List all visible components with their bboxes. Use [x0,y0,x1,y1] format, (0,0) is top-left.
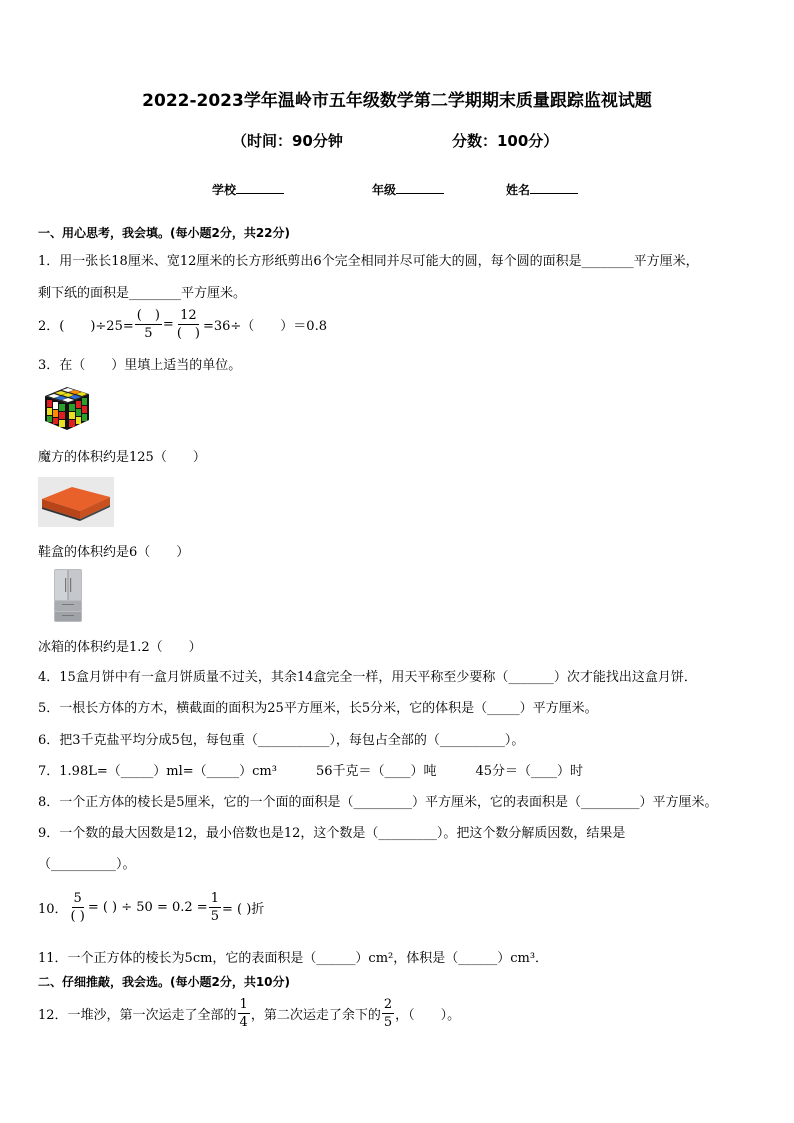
q10-f2-denominator: 5 [210,908,219,924]
q2-f1-numerator: ( ) [136,307,160,323]
section-1-heading: 一、用心思考，我会填。(每小题2分，共22分) [38,226,291,240]
question-1-line-1: 1．用一张长18厘米、宽12厘米的长方形纸剪出6个完全相同并尽可能大的圆，每个圆的面积是________平方厘米， [38,254,699,269]
question-9-line-2: （__________）。 [38,857,136,872]
question-6: 6．把3千克盐平均分成5包，每包重（___________），每包占全部的（__________）。 [38,733,525,748]
q12-prefix: 12．一堆沙，第一次运走了全部的 [38,1007,237,1023]
q10-suffix: = ( )折 [221,901,265,917]
exam-time: （时间：90分钟 [232,132,343,150]
q2-prefix: 2．( )÷25= [38,318,134,334]
q2-f1-denominator: 5 [144,325,153,341]
name-field [506,181,578,198]
q10-fraction-1 [69,890,87,925]
question-10 [38,887,264,927]
page-title: 2022-2023学年温岭市五年级数学第二学期期末质量跟踪监视试题 [142,91,652,111]
question-12 [38,993,460,1033]
q12-middle: ，第二次运走了余下的 [250,1007,381,1023]
q2-fraction-1 [135,307,162,342]
section-2-heading: 二、仔细推敲，我会选。(每小题2分，共10分) [38,975,291,989]
question-3: 3．在（ ）里填上适当的单位。 [38,358,242,373]
question-4: 4．15盒月饼中有一盒月饼质量不过关，其余14盒完全一样，用天平称至少要称（_______）次才能找出这盒月饼． [38,670,697,685]
q10-f2-numerator: 1 [210,890,219,906]
q12-f1-numerator: 1 [239,996,248,1012]
question-5: 5．一根长方体的方木，横截面的面积为25平方厘米，长5分米，它的体积是（_____）平方厘米。 [38,701,598,716]
rubiks-cube-image [42,384,92,432]
q2-f2-denominator: ( ) [176,325,200,341]
question-2 [38,305,327,343]
shoebox-volume-line: 鞋盒的体积约是6（ ） [38,545,190,560]
name-blank [530,183,578,194]
fridge-image [52,568,84,624]
cube-volume-line: 魔方的体积约是125（ ） [38,450,206,465]
school-field [212,181,284,198]
grade-field [372,181,444,198]
shoebox-image [38,477,114,527]
q2-equals: = [162,316,174,332]
q12-f2-denominator: 5 [383,1014,393,1030]
question-11: 11．一个正方体的棱长为5cm，它的表面积是（______）cm²，体积是（______）cm³． [38,951,549,966]
q12-fraction-1 [238,996,250,1031]
fridge-volume-line: 冰箱的体积约是1.2（ ） [38,640,202,655]
q12-f1-denominator: 4 [239,1014,248,1030]
q12-suffix: ，（ ）。 [395,1007,461,1023]
question-7: 7．1.98L=（_____）ml=（_____）cm³ 56千克＝（____）吨 45分＝（____）时 [38,764,584,779]
q12-f2-numerator: 2 [383,996,393,1012]
q10-f1-numerator: 5 [73,890,82,906]
q10-prefix: 10． [38,901,68,917]
grade-blank [396,183,444,194]
q2-fraction-2 [175,307,202,342]
q2-suffix: =36÷（ ）＝0.8 [202,318,327,334]
q10-fraction-2 [209,890,221,925]
grade-label: 年级 [372,183,397,197]
question-8: 8．一个正方体的棱长是5厘米，它的一个面的面积是（_________）平方厘米，它的表面积是（_________）平方厘米。 [38,795,718,810]
name-label: 姓名 [506,183,531,197]
school-label: 学校 [212,183,237,197]
exam-score: 分数：100分） [452,132,559,150]
question-9-line-1: 9．一个数的最大因数是12，最小倍数也是12，这个数是（_________）。把这个数分解质因数，结果是 [38,826,626,841]
q10-middle: = ( ) ÷ 50 = 0.2 = [87,899,208,915]
q10-f1-denominator: ( ) [70,908,85,924]
question-1-line-2: 剩下纸的面积是________平方厘米。 [38,286,247,301]
q2-f2-numerator: 12 [180,307,197,323]
q12-fraction-2 [382,996,394,1031]
school-blank [236,183,284,194]
